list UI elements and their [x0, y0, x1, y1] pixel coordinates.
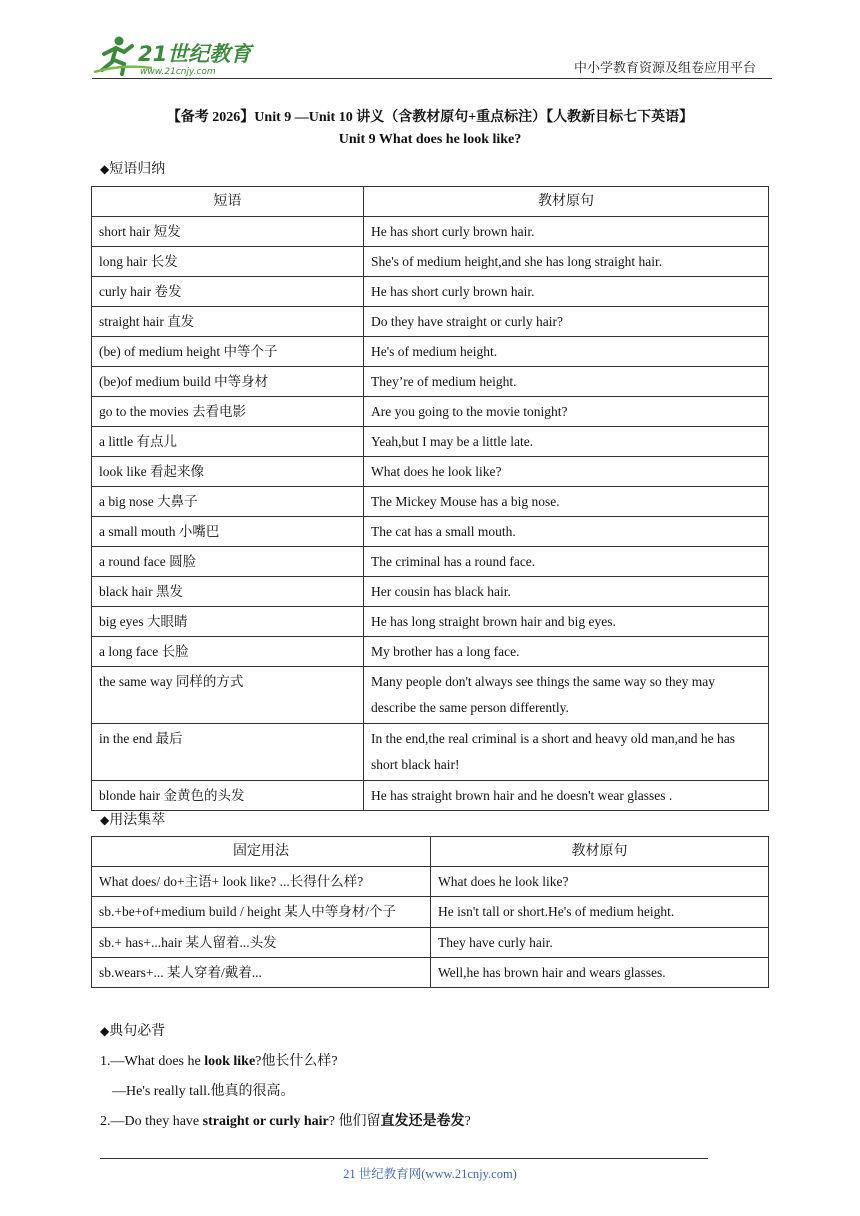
- usage-table: [91, 836, 769, 988]
- key-phrase: look like: [204, 1054, 256, 1069]
- sentence-cell: He has straight brown hair and he doesn't wear glasses .: [364, 781, 769, 811]
- phrase-cell: a little 有点儿: [92, 427, 364, 457]
- table-row: [92, 397, 769, 427]
- logo: [92, 34, 262, 78]
- key-phrase-cn: 直发还是卷发: [380, 1114, 465, 1129]
- usage-cell: sb.+be+of+medium build / height 某人中等身材/个子: [92, 897, 431, 928]
- sentence-cell: What does he look like?: [364, 457, 769, 487]
- phrase-cell: the same way 同样的方式: [92, 667, 364, 724]
- sentence-cell: Well,he has brown hair and wears glasses.: [431, 958, 769, 988]
- column-header: 短语: [92, 187, 364, 217]
- table-row: [92, 577, 769, 607]
- sentence-cell: They have curly hair.: [431, 928, 769, 958]
- header-platform-text: 中小学教育资源及组卷应用平台: [573, 61, 756, 76]
- section-phrases: ◆短语归纳: [100, 161, 166, 177]
- sentence-cell: He has short curly brown hair.: [364, 277, 769, 307]
- sentence-1-answer: —He's really tall.他真的很高。: [112, 1084, 295, 1099]
- table-row: [92, 277, 769, 307]
- phrase-cell: (be) of medium height 中等个子: [92, 337, 364, 367]
- column-header: 教材原句: [364, 187, 769, 217]
- section-sentences: ◆典句必背: [100, 1023, 166, 1039]
- usage-cell: sb.+ has+...hair 某人留着...头发: [92, 928, 431, 958]
- phrase-cell: a round face 圆脸: [92, 547, 364, 577]
- table-row: [92, 607, 769, 637]
- phrase-cell: straight hair 直发: [92, 307, 364, 337]
- phrase-cell: in the end 最后: [92, 724, 364, 781]
- phrase-cell: (be)of medium build 中等身材: [92, 367, 364, 397]
- phrase-cell: a long face 长脸: [92, 637, 364, 667]
- phrase-cell: look like 看起来像: [92, 457, 364, 487]
- sentence-cell: They’re of medium height.: [364, 367, 769, 397]
- sentence-1: 1.—What does he look like?他长什么样?: [100, 1054, 338, 1069]
- table-row: [92, 457, 769, 487]
- table-row: [92, 487, 769, 517]
- table-row: [92, 247, 769, 277]
- sentence-cell: He isn't tall or short.He's of medium height.: [431, 897, 769, 928]
- page-footer: 21 世纪教育网(www.21cnjy.com): [343, 1167, 517, 1181]
- table-row: [92, 867, 769, 897]
- sentence-cell: He has short curly brown hair.: [364, 217, 769, 247]
- usage-cell: What does/ do+主语+ look like? ...长得什么样?: [92, 867, 431, 897]
- sentence-cell: Many people don't always see things the same way so they may describe the same person differently.: [364, 667, 769, 724]
- table-row: [92, 724, 769, 781]
- key-phrase: straight or curly hair: [202, 1114, 329, 1129]
- table-row: [92, 547, 769, 577]
- logo-text: 21世纪教育: [138, 42, 252, 66]
- page-header: [92, 30, 772, 79]
- table-row: [92, 307, 769, 337]
- usage-cell: sb.wears+... 某人穿着/戴着...: [92, 958, 431, 988]
- logo-url: www.21cnjy.com: [140, 67, 216, 77]
- table-row: [92, 781, 769, 811]
- sentence-cell: Yeah,but I may be a little late.: [364, 427, 769, 457]
- phrase-cell: big eyes 大眼睛: [92, 607, 364, 637]
- sentence-cell: What does he look like?: [431, 867, 769, 897]
- sentence-cell: Her cousin has black hair.: [364, 577, 769, 607]
- phrase-cell: long hair 长发: [92, 247, 364, 277]
- table-header-row: [92, 187, 769, 217]
- phrase-cell: a big nose 大鼻子: [92, 487, 364, 517]
- footer-divider: [100, 1158, 708, 1159]
- phrase-cell: black hair 黑发: [92, 577, 364, 607]
- table-row: [92, 667, 769, 724]
- sentence-cell: She's of medium height,and she has long straight hair.: [364, 247, 769, 277]
- table-row: [92, 958, 769, 988]
- table-row: [92, 337, 769, 367]
- sentence-cell: He has long straight brown hair and big eyes.: [364, 607, 769, 637]
- sentence-cell: Do they have straight or curly hair?: [364, 307, 769, 337]
- column-header: 固定用法: [92, 837, 431, 867]
- table-row: [92, 367, 769, 397]
- column-header: 教材原句: [431, 837, 769, 867]
- sentence-cell: He's of medium height.: [364, 337, 769, 367]
- sentence-cell: My brother has a long face.: [364, 637, 769, 667]
- table-row: [92, 427, 769, 457]
- table-row: [92, 928, 769, 958]
- table-row: [92, 217, 769, 247]
- sentence-2: 2.—Do they have straight or curly hair? 他们留直发还是卷发?: [100, 1114, 471, 1129]
- table-row: [92, 637, 769, 667]
- phrase-cell: a small mouth 小嘴巴: [92, 517, 364, 547]
- table-header-row: [92, 837, 769, 867]
- sentence-cell: In the end,the real criminal is a short and heavy old man,and he has short black hair!: [364, 724, 769, 781]
- phrases-table: [91, 186, 769, 811]
- section-usage: ◆用法集萃: [100, 812, 166, 828]
- document-title: 【备考 2026】Unit 9 —Unit 10 讲义（含教材原句+重点标注）【人教新目标七下英语】: [166, 110, 694, 125]
- phrase-cell: go to the movies 去看电影: [92, 397, 364, 427]
- sentence-cell: The criminal has a round face.: [364, 547, 769, 577]
- unit-title: Unit 9 What does he look like?: [338, 132, 522, 147]
- table-row: [92, 897, 769, 928]
- phrase-cell: short hair 短发: [92, 217, 364, 247]
- sentence-cell: The Mickey Mouse has a big nose.: [364, 487, 769, 517]
- table-row: [92, 517, 769, 547]
- diamond-icon: ◆: [100, 1024, 110, 1038]
- phrase-cell: blonde hair 金黄色的头发: [92, 781, 364, 811]
- diamond-icon: ◆: [100, 813, 110, 827]
- diamond-icon: ◆: [100, 162, 110, 176]
- sentence-cell: The cat has a small mouth.: [364, 517, 769, 547]
- phrase-cell: curly hair 卷发: [92, 277, 364, 307]
- sentence-cell: Are you going to the movie tonight?: [364, 397, 769, 427]
